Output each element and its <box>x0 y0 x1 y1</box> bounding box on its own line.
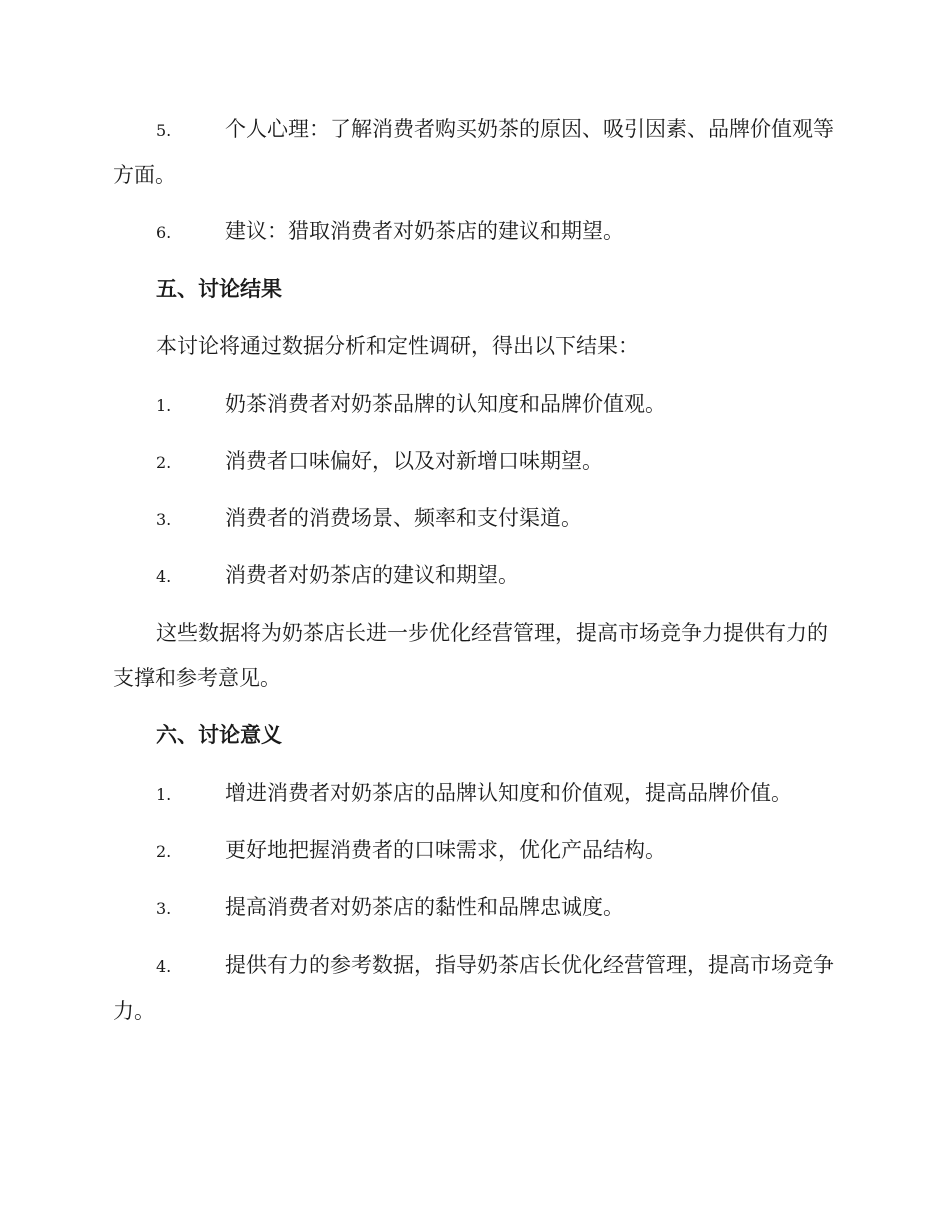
list-text: 建议：猎取消费者对奶茶店的建议和期望。 <box>225 219 624 243</box>
list-text: 增进消费者对奶茶店的品牌认知度和价值观，提高品牌价值。 <box>225 781 792 805</box>
list-item <box>113 496 835 542</box>
list-text: 更好地把握消费者的口味需求，优化产品结构。 <box>225 838 666 862</box>
section-intro-paragraph: 本讨论将通过数据分析和定性调研，得出以下结果： <box>156 334 639 358</box>
list-text: 个人心理：了解消费者购买奶茶的原因、吸引因素、品牌价值观等方面。 <box>113 117 834 187</box>
list-item <box>113 553 835 599</box>
list-item <box>113 107 835 198</box>
list-number: 6. <box>156 223 172 242</box>
list-text: 提供有力的参考数据，指导奶茶店长优化经营管理，提高市场竞争力。 <box>113 953 834 1023</box>
list-item <box>113 943 835 1034</box>
list-text: 消费者对奶茶店的建议和期望。 <box>225 563 519 587</box>
list-text: 提高消费者对奶茶店的黏性和品牌忠诚度。 <box>225 895 624 919</box>
list-number: 4. <box>156 567 172 586</box>
list-item <box>113 885 835 931</box>
list-text: 奶茶消费者对奶茶品牌的认知度和品牌价值观。 <box>225 392 666 416</box>
section-heading-results: 五、讨论结果 <box>156 277 282 301</box>
list-item <box>113 828 835 874</box>
list-number: 1. <box>156 396 172 415</box>
list-item <box>113 439 835 485</box>
list-text: 消费者的消费场景、频率和支付渠道。 <box>225 506 582 530</box>
list-item <box>113 382 835 428</box>
list-text: 消费者口味偏好，以及对新增口味期望。 <box>225 449 603 473</box>
list-number: 3. <box>156 510 172 529</box>
list-item <box>113 771 835 817</box>
conclusion-paragraph: 这些数据将为奶茶店长进一步优化经营管理，提高市场竞争力提供有力的支撑和参考意见。 <box>113 621 828 690</box>
list-number: 1. <box>156 785 172 804</box>
list-number: 2. <box>156 453 172 472</box>
list-number: 2. <box>156 842 172 861</box>
list-number: 5. <box>156 121 172 140</box>
list-number: 4. <box>156 957 172 976</box>
list-item <box>113 209 835 255</box>
section-heading-significance: 六、讨论意义 <box>156 723 282 747</box>
list-number: 3. <box>156 899 172 918</box>
